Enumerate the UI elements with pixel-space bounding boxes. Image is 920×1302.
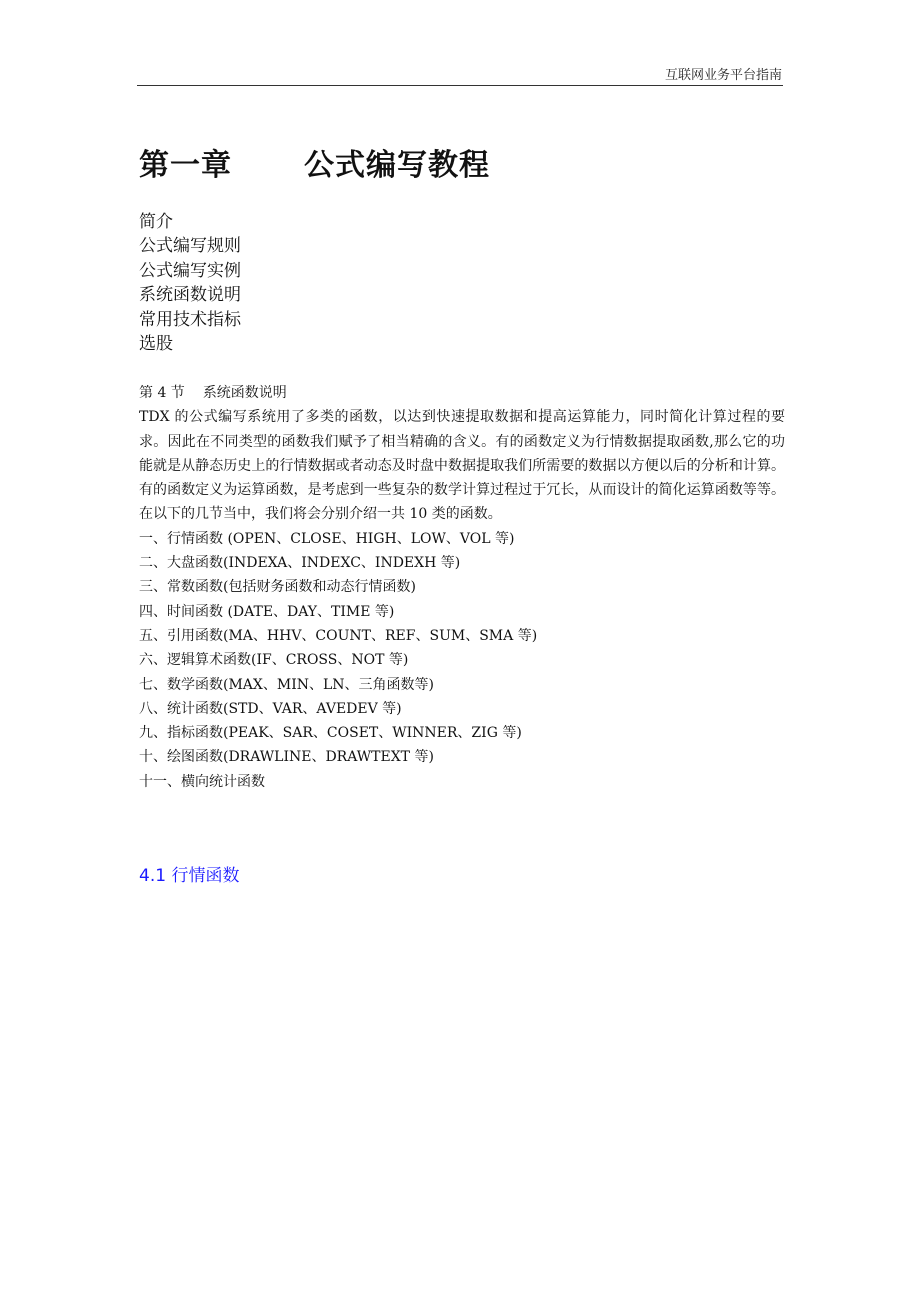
list-item: 五、引用函数(MA、HHV、COUNT、REF、SUM、SMA 等) bbox=[139, 627, 538, 644]
chapter-contents bbox=[139, 210, 241, 356]
section-number: 第 4 节 bbox=[139, 385, 185, 401]
list-item: 九、指标函数(PEAK、SAR、COSET、WINNER、ZIG 等) bbox=[139, 725, 522, 742]
toc-item-formula-examples[interactable]: 公式编写实例 bbox=[139, 260, 241, 281]
toc-item-intro[interactable]: 简介 bbox=[139, 212, 173, 232]
list-item: 八、统计函数(STD、VAR、AVEDEV 等) bbox=[139, 700, 402, 717]
toc-item-technical-indicators[interactable]: 常用技术指标 bbox=[139, 309, 241, 330]
list-item: 一、行情函数 (OPEN、CLOSE、HIGH、LOW、VOL 等) bbox=[139, 530, 515, 547]
chapter-number: 第一章 bbox=[139, 148, 232, 183]
toc-item-stock-selection[interactable]: 选股 bbox=[139, 333, 173, 354]
subsection-title-market-functions[interactable]: 4.1 行情函数 bbox=[139, 866, 240, 886]
list-item: 十一、横向统计函数 bbox=[139, 773, 265, 790]
list-item: 七、数学函数(MAX、MIN、LN、三角函数等) bbox=[139, 676, 434, 693]
chapter-title bbox=[139, 140, 490, 184]
function-category-list bbox=[139, 527, 785, 794]
running-header: 互联网业务平台指南 bbox=[664, 68, 782, 83]
section-body bbox=[139, 381, 785, 794]
section-intro-paragraph: TDX 的公式编写系统用了多类的函数，以达到快速提取数据和提高运算能力，同时简化计算过程的要求。因此在不同类型的函数我们赋予了相当精确的含义。有的函数定义为行情数据提取函数,那么它的功能就是从静态历史上的行情数据或者动态及时盘中数据提取我们所需要的数据以方便以后的分析和计算。有的函数定义为运算函数，是考虑到一些复杂的数学计算过程过于冗长，从而设计的简化运算函数等等。在以下的几节当中，我们将会分别介绍一共 10 类的函数。 bbox=[139, 409, 785, 523]
toc-item-formula-rules[interactable]: 公式编写规则 bbox=[139, 236, 241, 257]
section-title: 系统函数说明 bbox=[202, 385, 287, 401]
header-divider bbox=[137, 85, 783, 86]
chapter-name: 公式编写教程 bbox=[304, 148, 490, 183]
section-heading bbox=[139, 381, 785, 405]
list-item: 二、大盘函数(INDEXA、INDEXC、INDEXH 等) bbox=[139, 555, 461, 572]
list-item: 六、逻辑算术函数(IF、CROSS、NOT 等) bbox=[139, 652, 409, 669]
list-item: 四、时间函数 (DATE、DAY、TIME 等) bbox=[139, 603, 395, 620]
toc-item-system-functions[interactable]: 系统函数说明 bbox=[139, 285, 241, 306]
list-item: 三、常数函数(包括财务函数和动态行情函数) bbox=[139, 579, 416, 596]
list-item: 十、绘图函数(DRAWLINE、DRAWTEXT 等) bbox=[139, 749, 434, 766]
